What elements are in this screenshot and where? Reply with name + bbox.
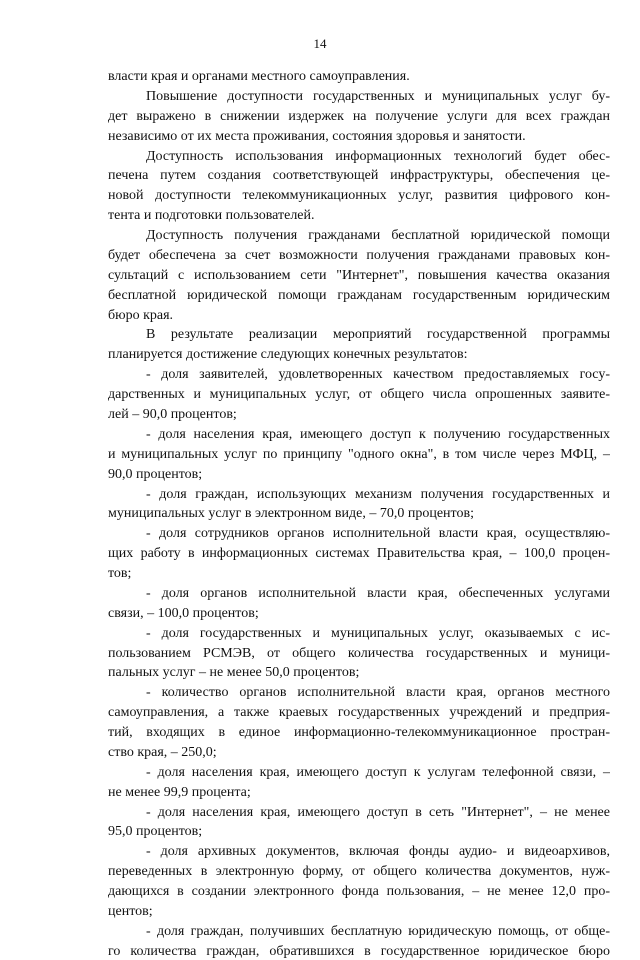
text-line: власти края и органами местного самоуправления. — [108, 69, 410, 84]
text-line: Повышение доступности государственных и муниципальных услуг бу- — [146, 88, 610, 104]
text-line: тий, входящих в единое информационно-телекоммуникационное простран- — [108, 725, 610, 740]
text-line: - доля сотрудников органов исполнительной власти края, осуществляю- — [146, 526, 610, 542]
text-line: - доля населения края, имеющего доступ к услугам телефонной связи, – — [146, 764, 610, 780]
text-line: щих работу в информационных системах Правительства края, – 100,0 процен- — [108, 546, 610, 562]
text-line: новой доступности телекоммуникационных услуг, развития цифрового кон- — [108, 188, 610, 204]
text-line: - доля населения края, имеющего доступ к получению государственных — [146, 426, 610, 442]
text-line: пальных услуг – не менее 50,0 процентов; — [108, 665, 360, 681]
text-line: ство края, – 250,0; — [108, 744, 217, 760]
text-line: - доля граждан, получивших бесплатную юридическую помощь, от обще- — [146, 923, 610, 939]
text-line: дающихся в создании электронного фонда пользования, – не менее 12,0 про- — [108, 884, 610, 900]
text-line: дарственных и муниципальных услуг, от общего числа опрошенных заявите- — [108, 387, 610, 403]
text-line: В результате реализации мероприятий государственной программы — [146, 327, 610, 343]
text-line: тов; — [108, 566, 132, 581]
text-line: - количество органов исполнительной власти края, органов местного — [146, 685, 610, 701]
text-line: бюро края. — [108, 307, 174, 323]
text-line: центов; — [108, 904, 153, 919]
text-line: лей – 90,0 процентов; — [108, 407, 237, 422]
text-line: Доступность использования информационных технологий будет обес- — [146, 148, 610, 164]
text-line: независимо от их места проживания, состояния здоровья и занятости. — [108, 128, 526, 144]
text-line: планируется достижение следующих конечных результатов: — [108, 347, 468, 363]
text-line: - доля населения края, имеющего доступ в сеть "Интернет", – не менее — [146, 804, 610, 820]
text-line: сультаций с использованием сети "Интернет", повышения качества оказания — [108, 267, 610, 283]
text-line: тента и подготовки пользователей. — [108, 208, 315, 224]
text-line: самоуправления, а также краевых государственных учреждений и предприя- — [108, 705, 610, 721]
page-number: 14 — [313, 36, 327, 51]
text-line: связи, – 100,0 процентов; — [108, 605, 259, 621]
text-line: дет выражено в снижении издержек на получение услуги для всех граждан — [108, 108, 610, 124]
text-line: - доля граждан, использующих механизм получения государственных и — [146, 486, 610, 502]
text-line: 95,0 процентов; — [108, 824, 203, 840]
text-line: и муниципальных услуг по принципу "одного окна", в том числе через МФЦ, – — [108, 446, 610, 462]
text-line: переведенных в электронную форму, от общего количества документов, нуж- — [108, 864, 610, 880]
text-line: - доля заявителей, удовлетворенных качеством предоставляемых госу- — [146, 367, 610, 383]
text-line: бесплатной юридической помощи гражданам государственным юридическим — [108, 287, 610, 303]
text-line: печена путем создания соответствующей инфраструктуры, обеспечения це- — [108, 168, 610, 184]
text-line: - доля архивных документов, включая фонды аудио- и видеоархивов, — [146, 844, 610, 860]
text-line: го количества граждан, обратившихся в государственное юридическое бюро — [108, 943, 610, 959]
text-line: пользованием РСМЭВ, от общего количества государственных и муници- — [108, 645, 610, 661]
text-line: - доля органов исполнительной власти края, обеспеченных услугами — [146, 585, 610, 601]
text-line: не менее 99,9 процента; — [108, 784, 251, 800]
text-line: Доступность получения гражданами бесплатной юридической помощи — [146, 228, 610, 243]
text-line: - доля государственных и муниципальных услуг, оказываемых с ис- — [146, 625, 610, 641]
text-line: будет обеспечена за счет возможности получения гражданами правовых кон- — [108, 247, 610, 263]
text-line: 90,0 процентов; — [108, 466, 203, 482]
text-line: муниципальных услуг в электронном виде, – 70,0 процентов; — [108, 506, 474, 522]
